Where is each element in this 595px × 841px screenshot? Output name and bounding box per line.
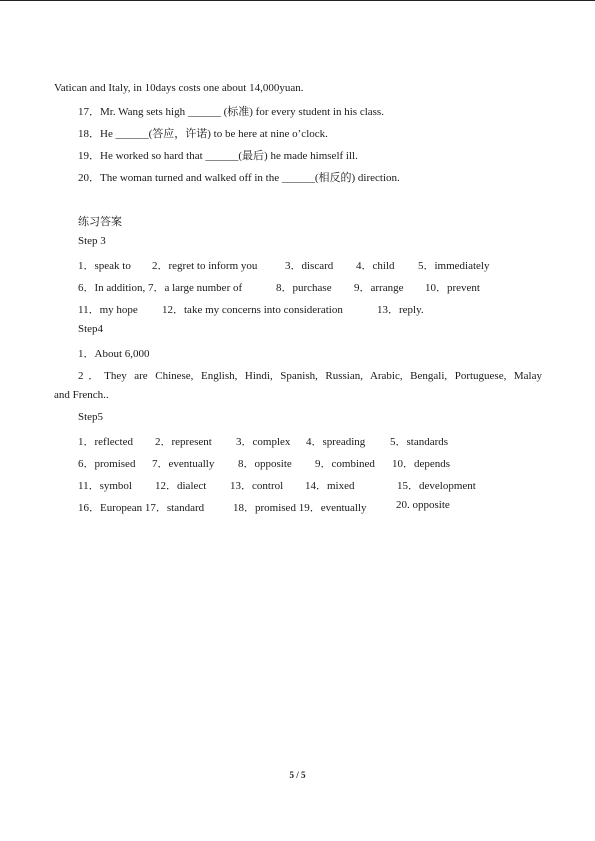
step3-answer: 2．regret to inform you: [152, 260, 258, 272]
step5-answer: 16．European 17．standard: [78, 502, 205, 514]
step5-answer: 15．development: [397, 480, 476, 492]
step5-answer: 6．promised: [78, 458, 136, 470]
step3-title: Step 3: [78, 235, 106, 247]
step5-answer: 13．control: [230, 480, 284, 492]
step3-answer: 3．discard: [285, 260, 334, 272]
step3-answer: 10．prevent: [425, 282, 480, 294]
step5-answer: 18．promised 19．eventually: [233, 502, 367, 514]
step5-title: Step5: [78, 411, 104, 423]
question-16-continued: Vatican and Italy, in 10days costs one about 14,000yuan.: [54, 82, 304, 94]
step5-answer: 20. opposite: [396, 499, 450, 511]
step5-answer: 3．complex: [236, 436, 291, 448]
step5-answer: 1．reflected: [78, 436, 133, 448]
step3-answer: 13．reply.: [377, 304, 424, 316]
step5-answer: 9．combined: [315, 458, 375, 470]
step5-answer: 10．depends: [392, 458, 451, 470]
question-19: 19．He worked so hard that ______(最后) he made himself ill.: [78, 150, 358, 162]
step4-title: Step4: [78, 323, 104, 335]
question-17: 17．Mr. Wang sets high ______ (标准) for every student in his class.: [78, 106, 384, 118]
step5-answer: 2．represent: [155, 436, 212, 448]
step3-answer: 5．immediately: [418, 260, 490, 272]
page-top-rule: [0, 0, 595, 1]
step5-answer: 8．opposite: [238, 458, 292, 470]
step3-answer: 4．child: [356, 260, 395, 272]
step5-answer: 14．mixed: [305, 480, 355, 492]
question-18: 18．He ______(答应，许诺) to be here at nine o’clock.: [78, 128, 328, 140]
question-20: 20．The woman turned and walked off in the ______(相反的) direction.: [78, 172, 400, 184]
step5-answer: 4．spreading: [306, 436, 366, 448]
step5-answer: 12．dialect: [155, 480, 207, 492]
step3-answer: 11．my hope: [78, 304, 138, 316]
step4-answer-2: 2．They are Chinese, English, Hindi, Spanish, Russian, Arabic, Bengali, Portuguese, Malay: [78, 370, 542, 382]
page-number: 5 / 5: [289, 770, 306, 780]
step5-answer: 11．symbol: [78, 480, 132, 492]
step3-answer: 8．purchase: [276, 282, 332, 294]
step3-answer: 6．In addition, 7．a large number of: [78, 282, 243, 294]
step3-answer: 9．arrange: [354, 282, 404, 294]
step5-answer: 5．standards: [390, 436, 449, 448]
step3-answer: 1．speak to: [78, 260, 131, 272]
step4-answer-2-continued: and French..: [54, 389, 109, 401]
answers-heading: 练习答案: [78, 216, 122, 228]
step4-answer-1: 1．About 6,000: [78, 348, 150, 360]
step3-answer: 12．take my concerns into consideration: [162, 304, 343, 316]
step5-answer: 7．eventually: [152, 458, 215, 470]
